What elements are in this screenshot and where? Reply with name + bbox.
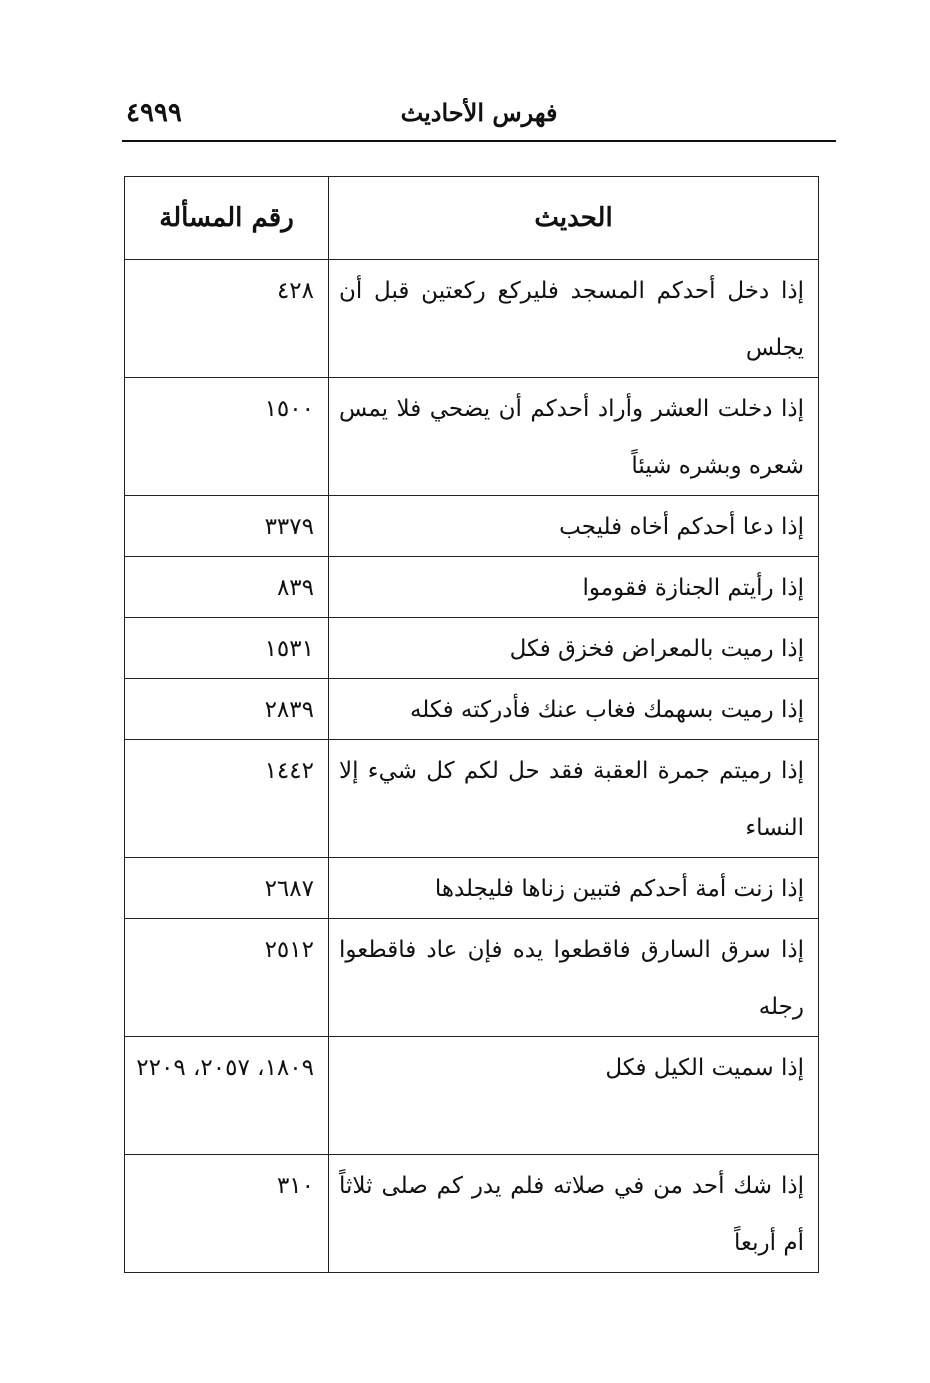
page-title: فهرس الأحاديث: [400, 98, 558, 127]
issue-number-cell: ١٥٣١: [125, 618, 329, 679]
hadith-cell: إذا سرق السارق فاقطعوا يده فإن عاد فاقطعوا رجله: [329, 919, 819, 1037]
hadith-cell: إذا رميتم جمرة العقبة فقد حل لكم كل شيء إلا النساء: [329, 740, 819, 858]
table-row: [125, 496, 819, 557]
hadith-cell: إذا دخل أحدكم المسجد فليركع ركعتين قبل أن يجلس: [329, 260, 819, 378]
hadith-cell: إذا سميت الكيل فكل: [329, 1037, 819, 1155]
table-row: [125, 740, 819, 858]
table-row: [125, 679, 819, 740]
column-header-hadith: الحديث: [329, 177, 819, 260]
page-number: ٤٩٩٩: [126, 98, 182, 128]
issue-number-cell: ٣١٠: [125, 1155, 329, 1273]
table-row: [125, 618, 819, 679]
hadith-cell: إذا رميت بالمعراض فخزق فكل: [329, 618, 819, 679]
table-row: [125, 1037, 819, 1155]
issue-number-cell: ٨٣٩: [125, 557, 329, 618]
hadith-cell: إذا زنت أمة أحدكم فتبين زناها فليجلدها: [329, 858, 819, 919]
table-row: [125, 557, 819, 618]
table-row: [125, 919, 819, 1037]
issue-number-cell: ١٥٠٠: [125, 378, 329, 496]
column-header-number: رقم المسألة: [125, 177, 329, 260]
hadith-cell: إذا رميت بسهمك فغاب عنك فأدركته فكله: [329, 679, 819, 740]
issue-number-cell: ٢٥١٢: [125, 919, 329, 1037]
hadith-index-table: [124, 176, 819, 1273]
hadith-cell: إذا دخلت العشر وأراد أحدكم أن يضحي فلا يمس شعره وبشره شيئاً: [329, 378, 819, 496]
hadith-cell: إذا دعا أحدكم أخاه فليجب: [329, 496, 819, 557]
issue-number-cell: ٢٦٨٧: [125, 858, 329, 919]
issue-number-cell: ١٨٠٩، ٢٠٥٧، ٢٢٠٩: [125, 1037, 329, 1155]
table-row: [125, 378, 819, 496]
table-row: [125, 1155, 819, 1273]
hadith-cell: إذا شك أحد من في صلاته فلم يدر كم صلى ثلاثاً أم أربعاً: [329, 1155, 819, 1273]
issue-number-cell: ١٤٤٢: [125, 740, 329, 858]
table-header-row: [125, 177, 819, 260]
hadith-cell: إذا رأيتم الجنازة فقوموا: [329, 557, 819, 618]
table-row: [125, 260, 819, 378]
page-header: [122, 96, 836, 142]
table-row: [125, 858, 819, 919]
issue-number-cell: ٤٢٨: [125, 260, 329, 378]
issue-number-cell: ٣٣٧٩: [125, 496, 329, 557]
issue-number-cell: ٢٨٣٩: [125, 679, 329, 740]
